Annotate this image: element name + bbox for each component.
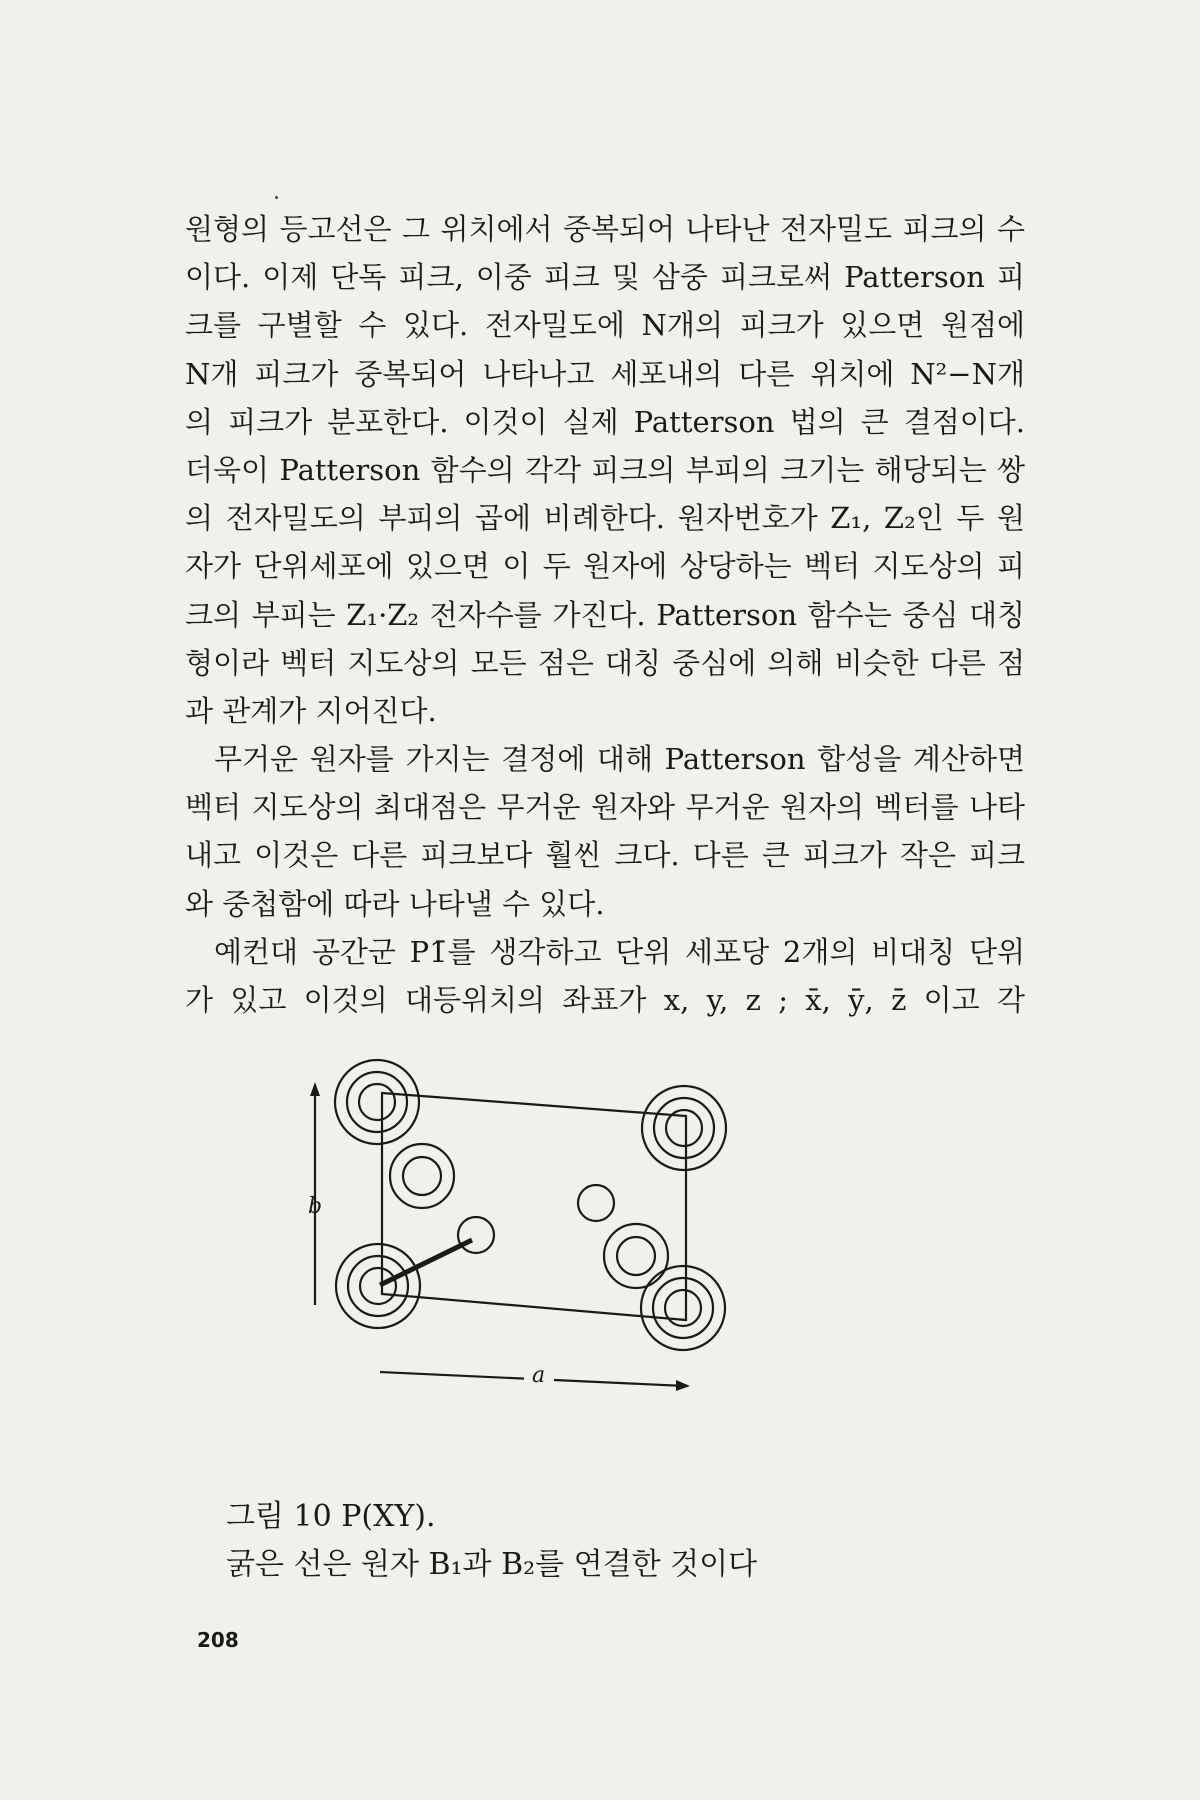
text-line: 원형의 등고선은 그 위치에서 중복되어 나타난 전자밀도 피크의 수 [185,212,1025,246]
paragraph-3 [185,928,1025,1024]
page-number: 208 [197,1628,239,1652]
text-line: 이다. 이제 단독 피크, 이중 피크 및 삼중 피크로써 Patterson 피 [185,260,1025,295]
text-line: N개 피크가 중복되어 나타나고 세포내의 다른 위치에 N²−N개 [185,356,1025,391]
text-line: 형이라 벡터 지도상의 모든 점은 대칭 중심에 의해 비슷한 다른 점 [185,645,1025,680]
text-line: 가 있고 이것의 대등위치의 좌표가 x, y, z ; x̄, ȳ, z̄ 이고 각 [185,983,1025,1017]
double-peak-left [390,1144,454,1208]
axis-label-a: a [532,1363,546,1388]
text-line: 자가 단위세포에 있으면 이 두 원자에 상당하는 벡터 지도상의 피 [185,549,1025,584]
triple-peak-origin-top-left [335,1060,419,1144]
caption-title: 그림 10 P(XY). [226,1499,436,1534]
text-line: 벡터 지도상의 최대점은 무거운 원자와 무거운 원자의 벡터를 나타 [185,790,1025,825]
text-line: 무거운 원자를 가지는 결정에 대해 Patterson 합성을 계산하면 [214,742,1025,777]
a-axis-arrowhead [676,1380,690,1391]
text-line: 예컨대 공간군 P1̄를 생각하고 단위 세포당 2개의 비대칭 단위 [214,934,1025,969]
b-axis-arrowhead [310,1082,320,1096]
paragraph-2 [185,735,1025,928]
double-peak-right [604,1224,668,1288]
figure-caption [226,1493,757,1589]
text-line: 와 중첩함에 따라 나타낼 수 있다. [185,886,605,921]
triple-peak-origin-top-right [642,1086,726,1170]
text-line: 크를 구별할 수 있다. 전자밀도에 N개의 피크가 있으면 원점에 [185,308,1025,343]
text-line: 과 관계가 지어진다. [185,693,437,728]
text-line: 더욱이 Patterson 함수의 각각 피크의 부피의 크기는 해당되는 쌍 [185,452,1025,487]
caption-description: 굵은 선은 원자 B₁과 B₂를 연결한 것이다 [226,1547,758,1582]
triple-peak-origin-bottom-left [336,1244,420,1328]
single-peak-center [578,1185,614,1221]
triple-peak-origin-bottom-right [641,1266,725,1350]
paragraph-1 [185,205,1025,735]
body-text [185,205,1025,1024]
text-line: 크의 부피는 Z₁·Z₂ 전자수를 가진다. Patterson 함수는 중심 대칭 [185,597,1025,632]
printing-speck [275,196,278,199]
axis-label-b: b [308,1194,323,1219]
text-line: 내고 이것은 다른 피크보다 훨씬 크다. 다른 큰 피크가 작은 피크 [185,838,1025,873]
text-line: 의 전자밀도의 부피의 곱에 비례한다. 원자번호가 Z₁, Z₂인 두 원 [185,501,1025,536]
text-line: 의 피크가 분포한다. 이것이 실제 Patterson 법의 큰 결점이다. [185,404,1025,439]
patterson-vector-map-figure [308,1080,870,1490]
single-peak-near-bond [458,1217,494,1253]
